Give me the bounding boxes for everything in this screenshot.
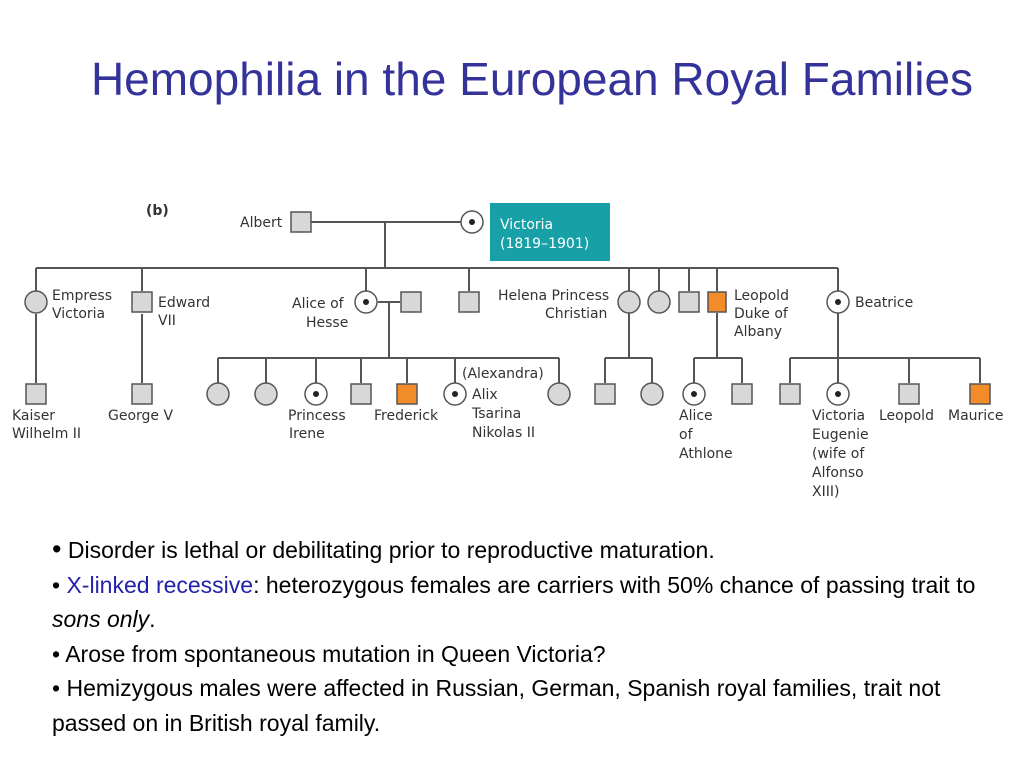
carrier-dot [363,299,369,305]
bullet-item: • Arose from spontaneous mutation in Queen Victoria? [52,640,606,667]
edward-vii-symbol [132,292,152,312]
george-v-label: George V [108,408,174,424]
kaiser-label: Kaiser Wilhelm II [12,408,82,442]
victoria-eugenie-label: Victoria Eugenie (wife of Alfonso XIII) [812,408,869,500]
empress-victoria-symbol [25,291,47,313]
beatrice-label: Beatrice [855,295,914,311]
daughter-symbol [255,383,277,405]
leopold-son-symbol [899,384,919,404]
helena-label: Helena Princess Christian [498,288,610,322]
helena-symbol [618,291,640,313]
maurice-label: Maurice [948,408,1004,424]
bullet-list [52,532,992,740]
bullet-item: • Hemizygous males were affected in Russian, German, Spanish royal families, trait not passed on in British royal family. [52,675,941,736]
daughter-symbol [648,291,670,313]
frederick-affected-symbol [397,384,417,404]
daughter-symbol [641,383,663,405]
kaiser-symbol [26,384,46,404]
bullet-text: : heterozygous females are carriers with 50% chance of passing trait to [253,571,976,598]
son-symbol [679,292,699,312]
panel-label: (b) [146,203,169,219]
carrier-dot [835,391,841,397]
albert-symbol [291,212,311,232]
son-symbol [459,292,479,312]
bullet-text: . [149,606,156,632]
bullet-item: • Disorder is lethal or debilitating prior to reproductive maturation. [52,534,715,564]
alice-hesse-label: Alice of Hesse [292,296,349,331]
x-linked-term: X-linked recessive [66,571,254,598]
daughter-symbol [548,383,570,405]
son-symbol [732,384,752,404]
emphasis-text: sons only [52,606,150,632]
carrier-dot [313,391,319,397]
son-symbol [595,384,615,404]
son-symbol [780,384,800,404]
daughter-symbol [207,383,229,405]
victoria-label: Victoria (1819–1901) [500,217,590,252]
irene-label: Princess Irene [288,408,346,442]
leopold-label: Leopold [879,408,934,424]
carrier-dot [835,299,841,305]
bullet-text: Arose from spontaneous mutation in Queen Victoria? [65,640,606,667]
carrier-dot [691,391,697,397]
alix-label: (Alexandra) Alix Tsarina Nikolas II [462,366,544,441]
leopold-affected-symbol [708,292,726,312]
edward-vii-label: Edward VII [158,295,211,329]
frederick-label: Frederick [374,408,439,424]
carrier-dot [452,391,458,397]
son-symbol [351,384,371,404]
slide-title: Hemophilia in the European Royal Families [90,53,974,105]
carrier-dot [469,219,475,225]
albert-label: Albert [240,215,283,231]
bullet-text: Disorder is lethal or debilitating prior to reproductive maturation. [67,537,715,563]
george-v-symbol [132,384,152,404]
bullet-item: • X-linked recessive: heterozygous females are carriers with 50% chance of passing trait to sons only. [52,571,976,632]
bullet-text: Hemizygous males were affected in Russian, German, Spanish royal families, trait not passed on in British royal family. [52,675,941,736]
alice-athlone-label: Alice of Athlone [679,408,733,462]
empress-victoria-label: Empress Victoria [52,288,113,322]
maurice-affected-symbol [970,384,990,404]
alice-spouse-symbol [401,292,421,312]
leopold-albany-label: Leopold Duke of Albany [734,288,789,340]
